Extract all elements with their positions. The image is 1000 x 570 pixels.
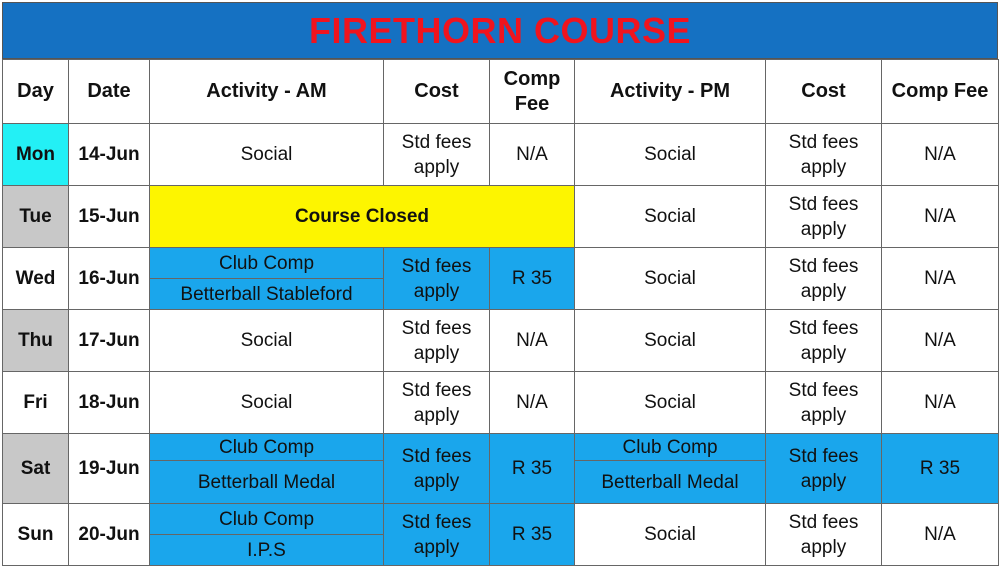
activity-am-cell: Social bbox=[150, 124, 384, 186]
header-comp-fee-am-line2: Fee bbox=[514, 92, 550, 115]
date-cell: 15-Jun bbox=[69, 186, 150, 248]
fee-pm-cell: N/A bbox=[882, 310, 999, 372]
header-comp-fee-am bbox=[490, 60, 575, 124]
cost-am-cell: Std fees apply bbox=[384, 434, 490, 504]
header-comp-fee-am-line1: Comp bbox=[503, 67, 561, 90]
activity-am-cell-2: Betterball Medal bbox=[150, 461, 384, 504]
fee-am-cell: N/A bbox=[490, 372, 575, 434]
table-row bbox=[3, 248, 999, 279]
fee-am-cell: N/A bbox=[490, 310, 575, 372]
activity-am-cell-2: I.P.S bbox=[150, 535, 384, 566]
cost-pm-cell: Std fees apply bbox=[766, 124, 882, 186]
activity-pm-cell: Social bbox=[575, 186, 766, 248]
fee-am-cell: N/A bbox=[490, 124, 575, 186]
fee-am-cell: R 35 bbox=[490, 434, 575, 504]
activity-pm-cell-2: Betterball Medal bbox=[575, 461, 766, 504]
fee-am-cell: R 35 bbox=[490, 248, 575, 310]
activity-am-cell: Social bbox=[150, 372, 384, 434]
table-row bbox=[3, 310, 999, 372]
day-cell: Sun bbox=[3, 504, 69, 566]
date-cell: 16-Jun bbox=[69, 248, 150, 310]
header-row bbox=[3, 60, 999, 124]
day-cell: Fri bbox=[3, 372, 69, 434]
activity-pm-cell: Social bbox=[575, 124, 766, 186]
cost-pm-cell: Std fees apply bbox=[766, 372, 882, 434]
table-row bbox=[3, 124, 999, 186]
header-date: Date bbox=[69, 60, 150, 124]
cost-am-cell: Std fees apply bbox=[384, 248, 490, 310]
cost-pm-cell: Std fees apply bbox=[766, 504, 882, 566]
day-cell: Thu bbox=[3, 310, 69, 372]
cost-pm-cell: Std fees apply bbox=[766, 186, 882, 248]
header-day: Day bbox=[3, 60, 69, 124]
course-title: FIRETHORN COURSE bbox=[2, 2, 998, 59]
header-activity-am: Activity - AM bbox=[150, 60, 384, 124]
activity-am-cell-1: Club Comp bbox=[150, 248, 384, 279]
activity-am-cell-1: Club Comp bbox=[150, 504, 384, 535]
fee-pm-cell: N/A bbox=[882, 186, 999, 248]
date-cell: 14-Jun bbox=[69, 124, 150, 186]
day-cell: Wed bbox=[3, 248, 69, 310]
cost-pm-cell: Std fees apply bbox=[766, 248, 882, 310]
header-activity-pm: Activity - PM bbox=[575, 60, 766, 124]
schedule-table bbox=[2, 59, 999, 566]
activity-pm-cell: Social bbox=[575, 372, 766, 434]
activity-am-cell-1: Club Comp bbox=[150, 434, 384, 461]
activity-pm-cell: Social bbox=[575, 248, 766, 310]
fee-pm-cell: N/A bbox=[882, 124, 999, 186]
fee-pm-cell: R 35 bbox=[882, 434, 999, 504]
header-comp-fee-pm: Comp Fee bbox=[882, 60, 999, 124]
date-cell: 18-Jun bbox=[69, 372, 150, 434]
fee-am-cell: R 35 bbox=[490, 504, 575, 566]
date-cell: 17-Jun bbox=[69, 310, 150, 372]
header-cost-am: Cost bbox=[384, 60, 490, 124]
activity-pm-cell: Social bbox=[575, 504, 766, 566]
fee-pm-cell: N/A bbox=[882, 504, 999, 566]
fee-pm-cell: N/A bbox=[882, 248, 999, 310]
cost-pm-cell: Std fees apply bbox=[766, 434, 882, 504]
activity-am-cell: Social bbox=[150, 310, 384, 372]
table-row bbox=[3, 504, 999, 535]
cost-am-cell: Std fees apply bbox=[384, 372, 490, 434]
course-closed-cell: Course Closed bbox=[150, 186, 575, 248]
day-cell: Sat bbox=[3, 434, 69, 504]
table-row bbox=[3, 434, 999, 461]
day-cell: Mon bbox=[3, 124, 69, 186]
activity-pm-cell: Social bbox=[575, 310, 766, 372]
table-row bbox=[3, 372, 999, 434]
cost-am-cell: Std fees apply bbox=[384, 310, 490, 372]
activity-pm-cell-1: Club Comp bbox=[575, 434, 766, 461]
cost-pm-cell: Std fees apply bbox=[766, 310, 882, 372]
header-cost-pm: Cost bbox=[766, 60, 882, 124]
table-row bbox=[3, 186, 999, 248]
activity-am-cell-2: Betterball Stableford bbox=[150, 279, 384, 310]
fee-pm-cell: N/A bbox=[882, 372, 999, 434]
cost-am-cell: Std fees apply bbox=[384, 124, 490, 186]
cost-am-cell: Std fees apply bbox=[384, 504, 490, 566]
day-cell: Tue bbox=[3, 186, 69, 248]
date-cell: 20-Jun bbox=[69, 504, 150, 566]
date-cell: 19-Jun bbox=[69, 434, 150, 504]
